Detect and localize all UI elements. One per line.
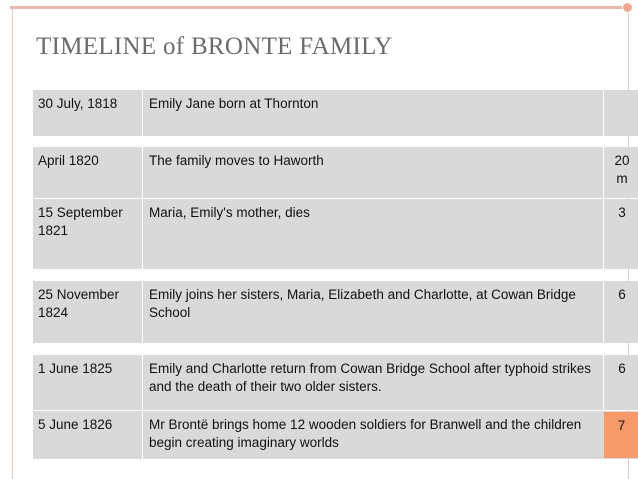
timeline-number: 6 xyxy=(603,281,638,343)
timeline-date: 30 July, 1818 xyxy=(33,90,142,136)
timeline-event: The family moves to Haworth xyxy=(142,147,603,198)
timeline-date: 15 September 1821 xyxy=(33,199,142,269)
timeline-row xyxy=(33,411,626,459)
timeline-number: 3 xyxy=(603,199,638,269)
timeline-event: Emily joins her sisters, Maria, Elizabeth and Charlotte, at Cowan Bridge School xyxy=(142,281,603,343)
timeline-row xyxy=(33,90,607,136)
top-accent-bar xyxy=(10,6,631,9)
timeline-event: Maria, Emily's mother, dies xyxy=(142,199,603,269)
timeline-row xyxy=(33,199,626,269)
timeline-date: 25 November 1824 xyxy=(33,281,142,343)
timeline-event: Emily and Charlotte return from Cowan Bridge School after typhoid strikes and the death of their two older sisters. xyxy=(142,355,603,410)
timeline-number xyxy=(603,147,638,198)
timeline-row xyxy=(33,147,630,198)
timeline-date: 5 June 1826 xyxy=(33,411,142,459)
timeline-number-highlighted: 7 xyxy=(603,411,638,459)
timeline-event: Emily Jane born at Thornton xyxy=(142,90,603,136)
corner-dot xyxy=(622,2,633,13)
timeline-row xyxy=(33,355,626,410)
timeline-number xyxy=(603,90,638,136)
timeline-date: 1 June 1825 xyxy=(33,355,142,410)
timeline-number-text: 20m xyxy=(614,153,630,186)
left-border-line xyxy=(12,9,13,479)
timeline-date: April 1820 xyxy=(33,147,142,198)
timeline-number: 6 xyxy=(603,355,638,410)
timeline-event: Mr Brontë brings home 12 wooden soldiers for Branwell and the children begin creating imaginary worlds xyxy=(142,411,603,459)
timeline-row xyxy=(33,281,626,343)
page-title: TIMELINE of BRONTE FAMILY xyxy=(36,33,393,60)
